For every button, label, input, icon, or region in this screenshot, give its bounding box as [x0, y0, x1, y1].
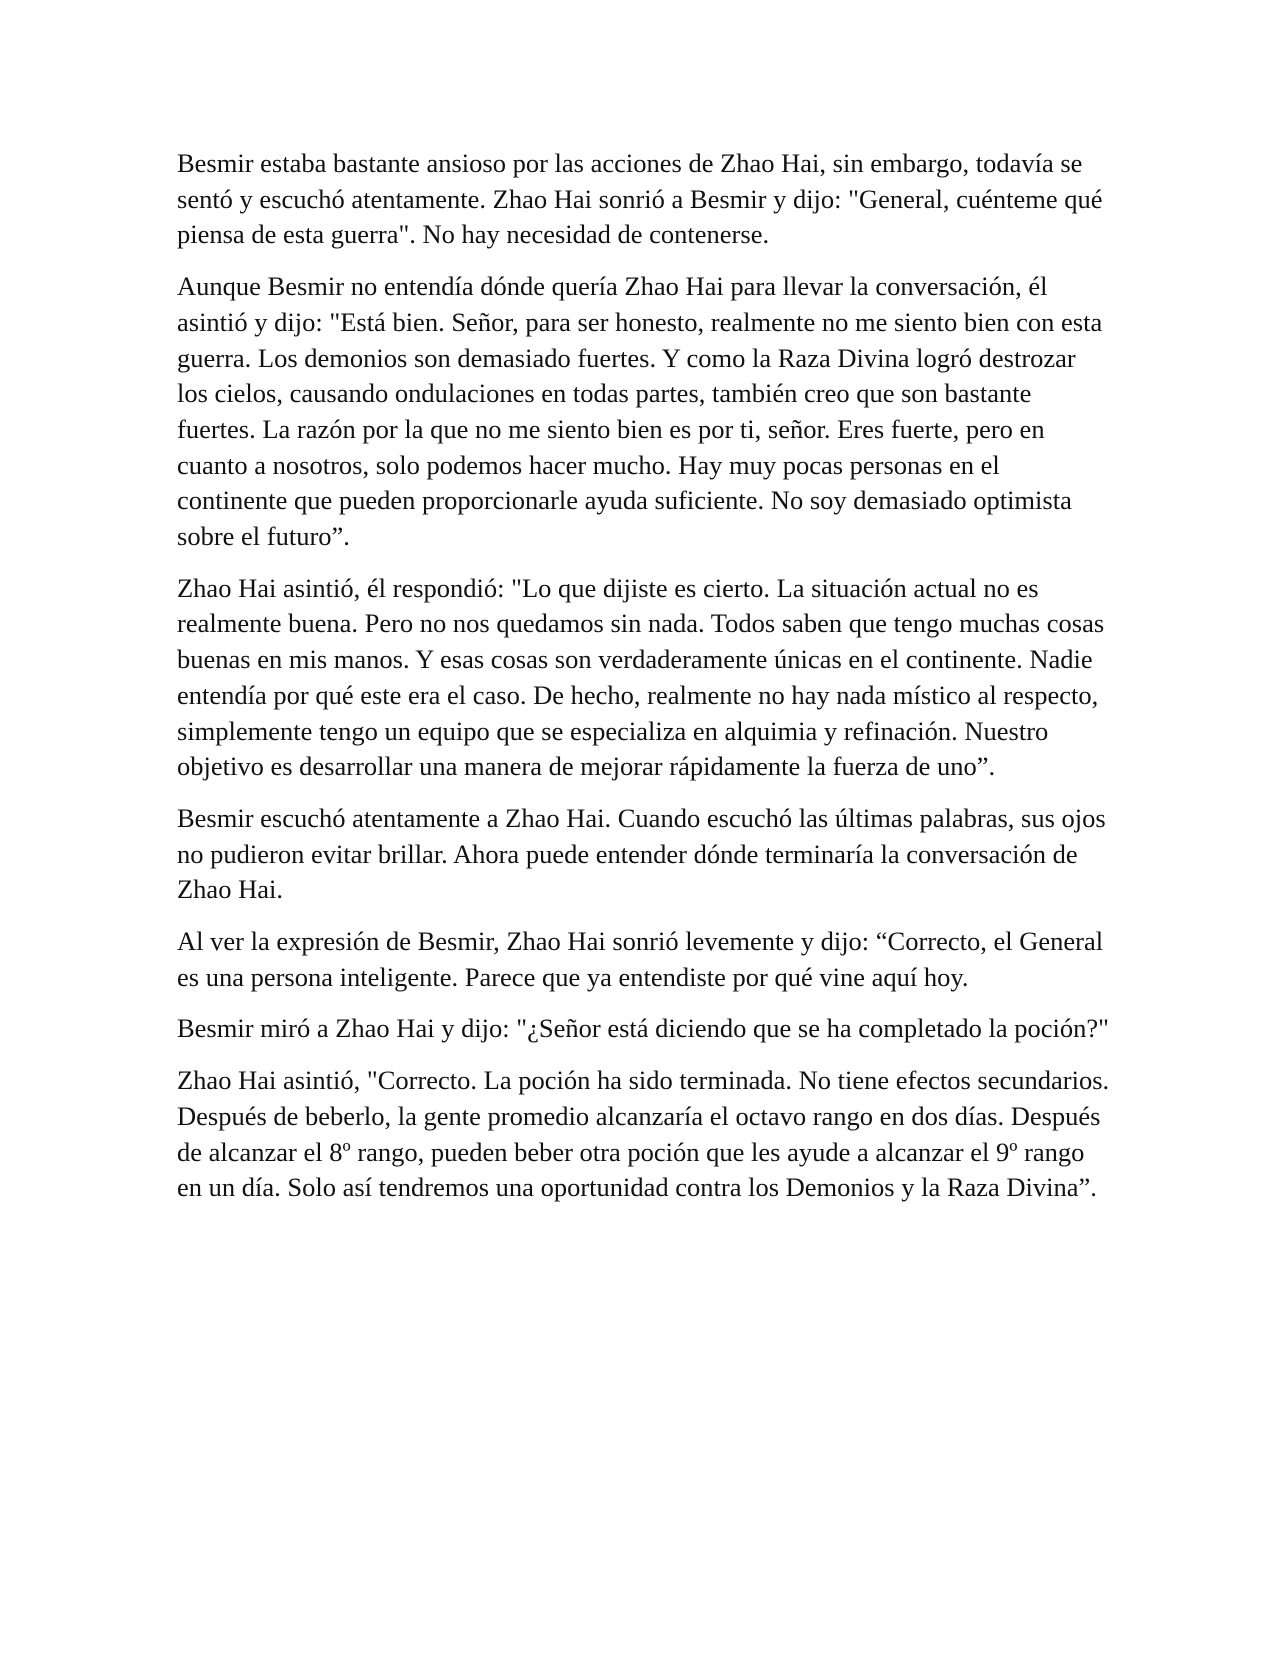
paragraph-6: Besmir miró a Zhao Hai y dijo: "¿Señor está diciendo que se ha completado la poción?"	[177, 1013, 1109, 1044]
paragraph-3: Zhao Hai asintió, él respondió: "Lo que dijiste es cierto. La situación actual no es realmente buena. Pero no nos quedamos sin nada. Todos saben que tengo muchas cosas buenas en mis manos. Y esas cosas son verdaderamente únicas en el continente. Nadie entendía por qué este era el caso. De hecho, realmente no hay nada místico al respecto, simplemente tengo un equipo que se especializa en alquimia y refinación. Nuestro objetivo es desarrollar una manera de mejorar rápidamente la fuerza de uno”.	[177, 572, 1105, 782]
paragraph-1: Besmir estaba bastante ansioso por las acciones de Zhao Hai, sin embargo, todavía se sentó y escuchó atentamente. Zhao Hai sonrió a Besmir y dijo: "General, cuénteme qué piensa de esta guerra". No hay necesidad de contenerse.	[177, 148, 1103, 250]
paragraph-4: Besmir escuchó atentamente a Zhao Hai. Cuando escuchó las últimas palabras, sus ojos no pudieron evitar brillar. Ahora puede entender dónde terminaría la conversación de Zhao Hai.	[177, 802, 1106, 905]
paragraph-2: Aunque Besmir no entendía dónde quería Zhao Hai para llevar la conversación, él asintió y dijo: "Está bien. Señor, para ser honesto, realmente no me siento bien con esta guerra. Los demonios son demasiado fuertes. Y como la Raza Divina logró destrozar los cielos, causando ondulaciones en todas partes, también creo que son bastante fuertes. La razón por la que no me siento bien es por ti, señor. Eres fuerte, pero en cuanto a nosotros, solo podemos hacer mucho. Hay muy pocas personas en el continente que pueden proporcionarle ayuda suficiente. No soy demasiado optimista sobre el futuro”.	[177, 271, 1103, 552]
paragraph-5: Al ver la expresión de Besmir, Zhao Hai sonrió levemente y dijo: “Correcto, el General es una persona inteligente. Parece que ya entendiste por qué vine aquí hoy.	[177, 926, 1104, 992]
document-body	[177, 146, 1112, 1222]
paragraph-7: Zhao Hai asintió, "Correcto. La poción ha sido terminada. No tiene efectos secundarios. Después de beberlo, la gente promedio alcanzaría el octavo rango en dos días. Después de alcanzar el 8º rango, pueden beber otra poción que les ayude a alcanzar el 9º rango en un día. Solo así tendremos una oportunidad contra los Demonios y la Raza Divina”.	[177, 1065, 1110, 1203]
